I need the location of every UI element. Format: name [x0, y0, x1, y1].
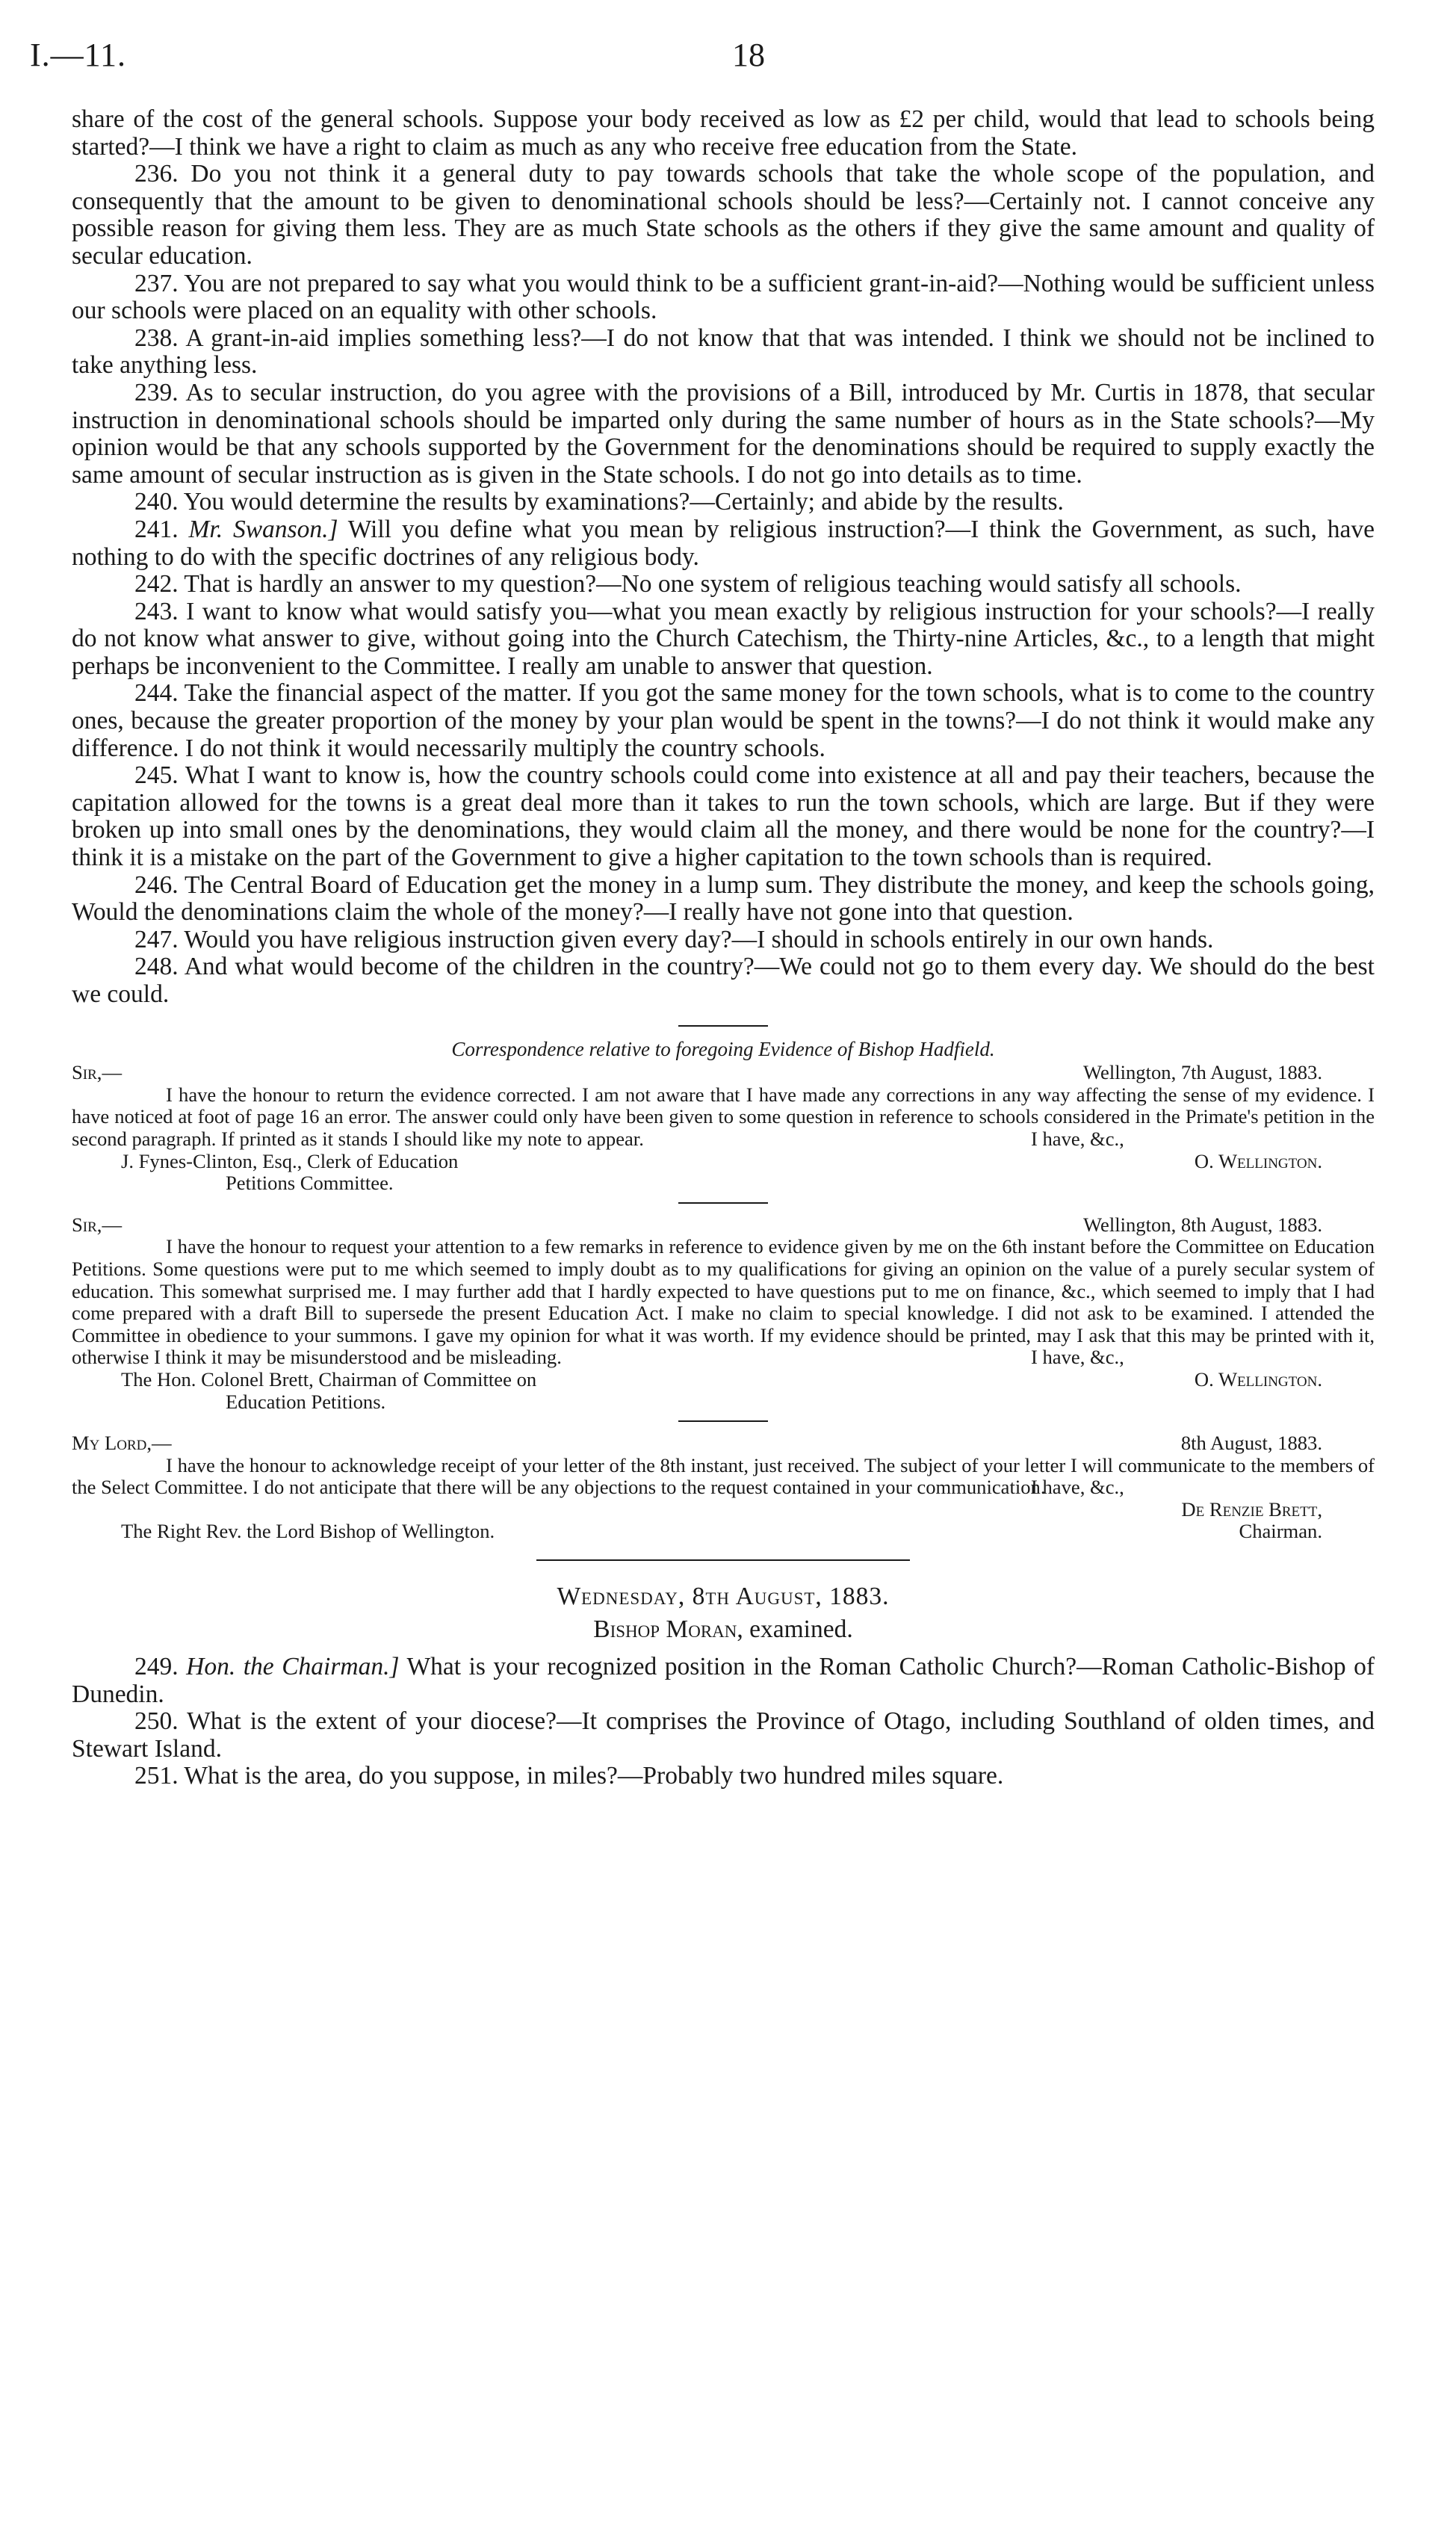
letter-divider	[678, 1202, 768, 1204]
paragraph-244: 244. Take the financial aspect of the matter. If you got the same money for the town schools, what is to come to the country ones, because the greater proportion of the money by your plan would be spent in the towns?—I do not think it would make any difference. I do not think it would necessarily multiply the country schools.	[72, 679, 1375, 762]
paragraph-246: 246. The Central Board of Education get the money in a lump sum. They distribute the money, and keep the schools going, Would the denominations claim the whole of the money?—I really have not gone into that question.	[72, 870, 1375, 927]
session-heading	[72, 1580, 1375, 1646]
paragraph-236: 236. Do you not think it a general duty to pay towards schools that take the whole scope of the population, and consequently that the amount to be given to denominational schools should be less?—Certainly not. I cannot conceive any possible reason for giving them less. They are as much State schools as the others if they give the same amount and quality of secular education.	[72, 160, 1375, 270]
speaker-name: Mr. Swanson.]	[188, 515, 338, 543]
paragraph-240: 240. You would determine the results by examinations?—Certainly; and abide by the results.	[134, 488, 1064, 516]
paragraph-243: 243. I want to know what would satisfy you—what you mean exactly by religious instruction for your schools?—I really do not know what answer to give, without going into the Church Catechism, the Thirty-nine Articles, &c., to a length that might perhaps be inconvenient to the Committee. I really am unable to answer that question.	[72, 597, 1375, 680]
letter-text: I have the honour to acknowledge receipt of your letter of the 8th instant, just received. The subject of your letter I will communicate to the members of the Select Committee. I do not anticipate that there will be any objections to the request contained in your communication.	[72, 1453, 1375, 1499]
letter-addressee: The Hon. Colonel Brett, Chairman of Committee on	[121, 1367, 537, 1391]
witness-line	[72, 1613, 1375, 1646]
letter-heading	[72, 1214, 1375, 1237]
section-divider	[678, 1025, 768, 1027]
letter-closing: I have, &c.,	[1031, 1346, 1124, 1369]
letter-addressee: The Right Rev. the Lord Bishop of Wellington.	[121, 1520, 495, 1543]
letter-heading	[72, 1432, 1375, 1455]
paragraph-238: 238. A grant-in-aid implies something less?—I do not know that that was intended. I think we should not be inclined to take anything less.	[72, 324, 1375, 380]
letter-text: I have the honour to return the evidence corrected. I am not aware that I have made any corrections in any way affecting the sense of my evidence. I have noticed at foot of page 16 an error. The answer could only have been given to some question in reference to schools considered in the Primate's petition in the second paragraph. If printed as it stands I should like my note to appear.	[72, 1083, 1375, 1150]
letter-date: Wellington, 8th August, 1883.	[1083, 1213, 1322, 1236]
letter-addressee: J. Fynes-Clinton, Esq., Clerk of Education	[121, 1149, 459, 1172]
letter-1	[72, 1062, 1375, 1195]
correspondence-title: Correspondence relative to foregoing Evidence of Bishop Hadfield.	[451, 1037, 995, 1060]
letter-salutation: Sir,—	[72, 1061, 123, 1084]
letter-addressee-continued: Education Petitions.	[226, 1390, 386, 1413]
evidence-section-2	[72, 1654, 1375, 1790]
correspondence-section	[72, 1039, 1375, 1543]
letter-date: 8th August, 1883.	[1180, 1432, 1322, 1455]
letter-date: Wellington, 7th August, 1883.	[1083, 1061, 1322, 1084]
question-number: 241.	[134, 515, 179, 543]
letter-address-row	[72, 1151, 1375, 1173]
letter-closing: I have, &c.,	[1031, 1476, 1124, 1499]
letter-addressee-continued: Petitions Committee.	[226, 1172, 394, 1195]
letter-heading	[72, 1062, 1375, 1084]
paragraph-248: 248. And what would become of the children in the country?—We could not go to them every day. We should do the best we could.	[72, 953, 1375, 1008]
letter-address-row	[72, 1369, 1375, 1391]
letter-text: I have the honour to request your attention to a few remarks in reference to evidence given by me on the 6th instant before the Committee on Education Petitions. Some questions were put to me which seemed to imply doubt as to my qualifications for giving an opinion on the value of a purely secular system of education. This somewhat surprised me. I may further add that I hardly expected to have questions put to me on finance, &c., which seemed to imply that I had come prepared with a draft Bill to supersede the present Education Act. I make no claim to special knowledge. I did not ask to be examined. I attended the Committee in obedience to your summons. I gave my opinion for what it was worth. If my evidence should be printed, may I ask that this may be printed with it, otherwise I think it may be misunderstood and be misleading.	[72, 1235, 1375, 1369]
question-text: What is your recognized position in the Roman Catholic Church?—Roman Catholic-Bishop of Dunedin.	[72, 1653, 1375, 1708]
speaker-name: Hon. the Chairman.]	[186, 1653, 400, 1681]
session-date: Wednesday, 8th August, 1883.	[557, 1583, 890, 1611]
session-divider	[536, 1559, 910, 1561]
letter-signature: O. Wellington.	[1194, 1367, 1322, 1391]
paragraph-251: 251. What is the area, do you suppose, in miles?—Probably two hundred miles square.	[134, 1762, 1004, 1790]
paragraph-continuation: share of the cost of the general schools. Suppose your body received as low as £2 per child, would that lead to schools being started?—I think we have a right to claim as much as any who receive free education from the State.	[72, 105, 1375, 161]
page-number: 18	[732, 37, 765, 73]
paragraph-250: 250. What is the extent of your diocese?—It comprises the Province of Otago, including Southland of olden times, and Stewart Island.	[72, 1707, 1375, 1763]
paragraph-247: 247. Would you have religious instruction given every day?—I should in schools entirely in our own hands.	[134, 925, 1214, 953]
witness-status: examined.	[749, 1615, 853, 1644]
page-body	[72, 106, 1375, 1790]
question-text: Will you define what you mean by religious instruction?—I think the Government, as such, have nothing to do with the specific doctrines of any religious body.	[72, 515, 1375, 571]
letter-address-row	[72, 1521, 1375, 1543]
paragraph-242: 242. That is hardly an answer to my question?—No one system of religious teaching would satisfy all schools.	[134, 570, 1242, 599]
letter-3	[72, 1432, 1375, 1543]
letter-salutation: Sir,—	[72, 1213, 123, 1236]
witness-name: Bishop Moran,	[593, 1615, 743, 1644]
letter-salutation: My Lord,—	[72, 1432, 172, 1455]
paragraph-249	[72, 1654, 1375, 1708]
paragraph-237: 237. You are not prepared to say what you would think to be a sufficient grant-in-aid?—Nothing would be sufficient unless our schools were placed on an equality with other schools.	[72, 269, 1375, 325]
page-header	[30, 36, 1426, 81]
evidence-section-1	[72, 106, 1375, 1009]
paper-reference: I.—11.	[30, 37, 127, 73]
signatory-title: Chairman.	[1239, 1520, 1322, 1543]
paragraph-241	[72, 516, 1375, 571]
letter-signature: O. Wellington.	[1194, 1149, 1322, 1172]
paragraph-245: 245. What I want to know is, how the country schools could come into existence at all and pay their teachers, because the capitation allowed for the towns is a great deal more than it takes to run the town schools, which are large. But if they were broken up into small ones by the denominations, they would claim all the money, and there would be none for the country?—I think it is a mistake on the part of the Government to give a higher capitation to the town schools than is required.	[72, 761, 1375, 872]
letter-signature: De Renzie Brett,	[1181, 1497, 1322, 1521]
letter-closing: I have, &c.,	[1031, 1127, 1124, 1150]
letter-2	[72, 1214, 1375, 1413]
paragraph-239: 239. As to secular instruction, do you agree with the provisions of a Bill, introduced by Mr. Curtis in 1878, that secular instruction in denominational schools should be imparted only during the same number of hours as in the State schools?—My opinion would be that any schools supported by the Government for the denominations should be required to supply exactly the same amount of secular instruction as is given in the State schools. I do not go into details as to time.	[72, 378, 1375, 489]
letter-divider	[678, 1420, 768, 1422]
question-number: 249.	[134, 1653, 179, 1681]
